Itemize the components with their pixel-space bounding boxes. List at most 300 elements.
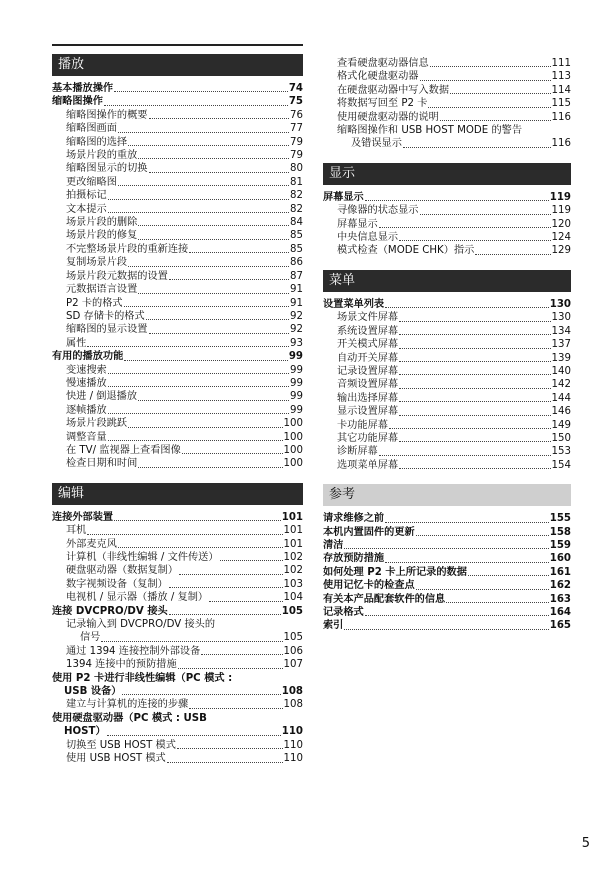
toc-entry[interactable]	[52, 337, 303, 350]
toc-entry-page: 77	[290, 123, 303, 135]
dot-leader	[108, 413, 289, 414]
dot-leader	[399, 348, 550, 349]
right-top-list	[323, 57, 571, 124]
toc-entry-p2-nle[interactable]	[52, 672, 303, 699]
toc-entry[interactable]	[52, 578, 303, 591]
dot-leader	[420, 80, 551, 81]
toc-entry-page: 99	[290, 404, 303, 416]
toc-entry-title: 场景片段跳跃	[66, 418, 128, 430]
dot-leader	[399, 361, 550, 362]
toc-entry-page: 105	[283, 632, 303, 644]
toc-entry-page: 91	[290, 297, 303, 309]
dot-leader	[344, 629, 548, 630]
toc-entry[interactable]	[323, 432, 571, 445]
toc-entry-title: 自动开关屏幕	[337, 352, 399, 364]
toc-entry-page: 134	[551, 325, 571, 337]
dot-leader	[385, 307, 549, 308]
toc-entry-title: 在硬盘驱动器中写入数据	[337, 84, 450, 96]
toc-entry-page: 119	[551, 205, 571, 217]
toc-entry[interactable]	[52, 350, 303, 363]
toc-entry-page: 144	[551, 392, 571, 404]
toc-entry-page: 100	[283, 458, 303, 470]
toc-entry[interactable]	[52, 551, 303, 564]
toc-entry-page: 103	[283, 578, 303, 590]
dot-leader	[108, 199, 289, 200]
dot-leader	[365, 200, 549, 201]
toc-entry-page: 87	[290, 270, 303, 282]
toc-entry-title: 1394 连接中的预防措施	[66, 659, 177, 671]
toc-entry[interactable]	[323, 593, 571, 606]
toc-entry-title: 将数据写回至 P2 卡	[337, 98, 428, 110]
dot-leader	[344, 548, 548, 549]
toc-entry-title: 请求维修之前	[323, 513, 385, 525]
toc-entry-title: 数字视频设备（复制）	[66, 578, 168, 590]
toc-entry[interactable]	[323, 111, 571, 124]
toc-entry-title: 屏幕显示	[323, 191, 364, 203]
toc-entry[interactable]	[323, 70, 571, 83]
toc-entry[interactable]	[52, 658, 303, 671]
toc-entry-title: 开关模式屏幕	[337, 339, 399, 351]
toc-entry-title: 连接外部装置	[52, 511, 114, 523]
page-number: 5	[581, 836, 590, 851]
dot-leader	[87, 346, 289, 347]
toc-entry[interactable]	[323, 97, 571, 110]
toc-entry[interactable]	[323, 459, 571, 472]
dot-leader	[385, 522, 549, 523]
toc-entry[interactable]	[52, 431, 303, 444]
toc-entry[interactable]	[323, 338, 571, 351]
toc-entry[interactable]	[52, 524, 303, 537]
toc-entry[interactable]	[52, 256, 303, 269]
dot-leader	[468, 575, 549, 576]
toc-entry[interactable]	[323, 352, 571, 365]
toc-entry-title: 音频设置屏幕	[337, 379, 399, 391]
toc-entry-title: 寻像器的状态显示	[337, 205, 419, 217]
dot-leader	[118, 185, 289, 186]
toc-left-column	[52, 44, 303, 766]
dot-leader	[475, 254, 550, 255]
toc-entry-page: 75	[288, 96, 303, 108]
dot-leader	[118, 132, 289, 133]
toc-entry-page: 108	[283, 699, 303, 711]
dot-leader	[138, 225, 289, 226]
dot-leader	[138, 467, 282, 468]
toc-entry-page: 86	[290, 257, 303, 269]
toc-entry[interactable]	[52, 698, 303, 711]
playback-list	[52, 82, 303, 471]
toc-entry-title: 设置菜单列表	[323, 298, 385, 310]
toc-entry-page: 111	[551, 58, 571, 69]
toc-entry-page: 124	[551, 232, 571, 244]
toc-entry-page: 146	[551, 406, 571, 418]
dot-leader	[440, 120, 551, 121]
dot-leader	[220, 560, 283, 561]
dot-leader	[122, 694, 280, 695]
toc-entry-title: USB 设备）	[64, 686, 122, 698]
section-header-menu: 菜单	[323, 270, 571, 292]
toc-entry[interactable]	[323, 231, 571, 244]
toc-entry-title: 场景片段的重放	[66, 150, 138, 162]
toc-entry-title: 电视机 / 显示器（播放 / 复制）	[66, 592, 209, 604]
toc-entry[interactable]	[323, 512, 571, 525]
toc-entry-page: 100	[283, 418, 303, 430]
toc-entry-usb-warnings[interactable]	[323, 124, 571, 151]
dot-leader	[114, 520, 281, 521]
toc-entry-page: 110	[283, 739, 303, 751]
toc-entry-page: 99	[288, 351, 303, 363]
toc-entry-title: 不完整场景片段的重新连接	[66, 243, 189, 255]
dot-leader	[385, 562, 549, 563]
toc-entry-title: 诊断屏幕	[337, 446, 378, 458]
toc-entry-title: 逐帧播放	[66, 404, 107, 416]
toc-entry-title: HOST）	[64, 726, 106, 738]
toc-entry[interactable]	[323, 204, 571, 217]
toc-entry-title: 输出选择屏幕	[337, 392, 399, 404]
toc-entry-page: 115	[551, 98, 571, 110]
toc-entry[interactable]	[52, 229, 303, 242]
dot-leader	[379, 455, 551, 456]
toc-entry-title: 信号	[80, 632, 101, 644]
toc-entry[interactable]	[323, 392, 571, 405]
toc-entry-page: 84	[290, 217, 303, 229]
dot-leader	[167, 762, 283, 763]
toc-entry-title: 如何处理 P2 卡上所记录的数据	[323, 566, 467, 578]
dot-leader	[399, 468, 550, 469]
dot-leader	[399, 441, 550, 442]
toc-entry[interactable]	[52, 176, 303, 189]
toc-entry-page: 76	[290, 109, 303, 121]
toc-entry-title: 计算机（非线性编辑 / 文件传送）	[66, 552, 219, 563]
dot-leader	[128, 427, 282, 428]
toc-entry[interactable]	[52, 390, 303, 403]
toc-entry-page: 79	[290, 136, 303, 148]
toc-entry-title: 卡功能屏幕	[337, 419, 388, 431]
toc-entry-line2	[52, 631, 303, 644]
toc-entry[interactable]	[323, 419, 571, 432]
dot-leader	[399, 374, 550, 375]
dot-leader	[428, 107, 550, 108]
toc-entry-title: 外部麦克风	[66, 538, 117, 550]
dot-leader	[149, 172, 290, 173]
toc-entry-title: 硬盘驱动器（数据复制）	[66, 565, 179, 577]
toc-entry-page: 100	[283, 431, 303, 443]
toc-entry-title: 索引	[323, 620, 344, 632]
toc-entry[interactable]	[52, 189, 303, 202]
toc-entry-title: 慢速播放	[66, 377, 107, 389]
toc-entry-page: 114	[551, 84, 571, 96]
toc-entry-page: 116	[551, 111, 571, 123]
toc-entry-title: 变速搜索	[66, 364, 107, 376]
toc-entry-title: 调整音量	[66, 431, 107, 443]
dot-leader	[87, 534, 282, 535]
toc-entry-page: 142	[551, 379, 571, 391]
toc-entry[interactable]	[52, 270, 303, 283]
toc-entry-title: 使用记忆卡的检查点	[323, 580, 415, 592]
toc-entry-title: 缩略图的显示设置	[66, 324, 148, 336]
toc-entry-title: 缩略图画面	[66, 123, 117, 135]
toc-entry-title: 缩略图操作的概要	[66, 109, 148, 121]
toc-entry-page: 80	[290, 163, 303, 175]
toc-entry-page: 106	[283, 645, 303, 657]
toc-entry[interactable]	[323, 552, 571, 565]
toc-entry-title: 显示设置屏幕	[337, 406, 399, 418]
dot-leader	[114, 91, 288, 92]
toc-entry-title: SD 存储卡的格式	[66, 310, 145, 322]
top-rule	[52, 44, 303, 46]
toc-entry[interactable]	[52, 310, 303, 323]
toc-entry-page: 74	[288, 83, 303, 94]
toc-entry[interactable]	[52, 444, 303, 457]
toc-entry[interactable]	[52, 95, 303, 108]
toc-entry[interactable]	[52, 109, 303, 122]
dot-leader	[446, 602, 548, 603]
toc-entry-title-line1: 缩略图操作和 USB HOST MODE 的警告	[337, 125, 523, 137]
toc-entry-title: 复制场景片段	[66, 257, 128, 269]
toc-entry[interactable]	[52, 591, 303, 604]
toc-entry-page: 104	[283, 592, 303, 604]
dot-leader	[169, 614, 281, 615]
dot-leader	[118, 547, 283, 548]
toc-entry-page: 116	[551, 138, 571, 150]
toc-entry[interactable]	[323, 218, 571, 231]
toc-entry[interactable]	[323, 445, 571, 458]
toc-entry-title: P2 卡的格式	[66, 297, 123, 309]
reference-list	[323, 512, 571, 633]
toc-entry[interactable]	[52, 605, 303, 618]
dot-leader	[399, 401, 550, 402]
toc-right-column	[323, 57, 571, 633]
toc-entry[interactable]	[323, 298, 571, 311]
dot-leader	[399, 415, 550, 416]
toc-entry-title: 使用硬盘驱动器的说明	[337, 111, 439, 123]
dot-leader	[108, 373, 289, 374]
dot-leader	[420, 214, 551, 215]
toc-entry-title: 基本播放操作	[52, 83, 114, 94]
toc-entry[interactable]	[323, 539, 571, 552]
toc-entry-page: 93	[290, 337, 303, 349]
toc-entry[interactable]	[323, 566, 571, 579]
toc-entry-page: 108	[281, 686, 303, 698]
edit-list-a	[52, 511, 303, 618]
toc-entry-page: 155	[549, 513, 571, 525]
toc-entry-title: 有用的播放功能	[52, 351, 124, 363]
toc-entry-page: 154	[551, 459, 571, 471]
toc-entry-page: 153	[551, 446, 571, 458]
toc-entry-page: 100	[283, 444, 303, 456]
toc-entry-title: 场景文件屏幕	[337, 312, 399, 324]
edit-list-c	[52, 698, 303, 711]
toc-entry-page: 164	[549, 607, 571, 618]
section-header-display: 显示	[323, 163, 571, 185]
toc-entry-title: 建立与计算机的连接的步骤	[66, 699, 189, 711]
dot-leader	[403, 147, 551, 148]
toc-entry-page: 158	[549, 526, 571, 538]
dot-leader	[201, 654, 282, 655]
toc-entry-title: 格式化硬盘驱动器	[337, 71, 419, 83]
toc-entry-page: 92	[290, 324, 303, 336]
dot-leader	[209, 601, 282, 602]
toc-entry-title: 拍摄标记	[66, 190, 107, 202]
section-header-playback: 播放	[52, 54, 303, 76]
toc-entry-title: 场景片段的修复	[66, 230, 138, 242]
dot-leader	[399, 334, 550, 335]
toc-entry-page: 165	[549, 620, 571, 632]
dot-leader	[189, 708, 282, 709]
toc-entry-page: 101	[283, 538, 303, 550]
toc-entry-page: 149	[551, 419, 571, 431]
dot-leader	[124, 360, 288, 361]
toc-entry[interactable]	[52, 377, 303, 390]
toc-entry[interactable]	[52, 538, 303, 551]
toc-entry-page: 113	[551, 71, 571, 83]
toc-entry-page: 137	[551, 339, 571, 351]
toc-entry[interactable]	[52, 364, 303, 377]
toc-entry-page: 85	[290, 230, 303, 242]
toc-entry[interactable]	[52, 243, 303, 256]
toc-entry-title: 元数据语言设置	[66, 284, 138, 296]
edit-list-b	[52, 645, 303, 672]
toc-entry[interactable]	[52, 404, 303, 417]
toc-entry[interactable]	[52, 82, 303, 95]
toc-entry[interactable]	[323, 191, 571, 204]
dot-leader	[450, 93, 550, 94]
toc-entry-line2	[52, 685, 303, 698]
toc-entry[interactable]	[52, 203, 303, 216]
dot-leader	[169, 587, 283, 588]
toc-entry-title: 快进 / 倒退播放	[66, 391, 138, 403]
toc-entry-page: 130	[551, 312, 571, 324]
toc-entry[interactable]	[323, 244, 571, 257]
toc-entry-page: 139	[551, 352, 571, 364]
dot-leader	[138, 400, 289, 401]
dot-leader	[107, 735, 281, 736]
toc-entry-title: 系统设置屏幕	[337, 325, 399, 337]
toc-entry[interactable]	[323, 325, 571, 338]
dot-leader	[182, 453, 283, 454]
dot-leader	[124, 306, 289, 307]
toc-entry[interactable]	[52, 323, 303, 336]
dot-leader	[101, 641, 282, 642]
dot-leader	[104, 105, 288, 106]
toc-entry-title: 查看硬盘驱动器信息	[337, 58, 429, 69]
dot-leader	[138, 158, 289, 159]
dot-leader	[416, 535, 549, 536]
toc-entry-title: 文本提示	[66, 203, 107, 215]
toc-entry-page: 120	[551, 218, 571, 230]
toc-entry[interactable]	[323, 526, 571, 539]
toc-entry-page: 110	[283, 753, 303, 765]
toc-entry[interactable]	[323, 378, 571, 391]
toc-entry[interactable]	[52, 283, 303, 296]
toc-entry[interactable]	[52, 122, 303, 135]
toc-entry-title: 属性	[66, 337, 87, 349]
toc-entry-page: 81	[290, 176, 303, 188]
toc-entry-title: 有关本产品配套软件的信息	[323, 593, 446, 605]
toc-entry-title: 连接 DVCPRO/DV 接头	[52, 605, 168, 617]
toc-entry[interactable]	[323, 311, 571, 324]
toc-entry[interactable]	[52, 752, 303, 765]
toc-entry[interactable]	[52, 645, 303, 658]
toc-entry-page: 82	[290, 190, 303, 202]
toc-entry[interactable]	[52, 136, 303, 149]
toc-entry-page: 105	[281, 605, 303, 617]
toc-entry[interactable]	[52, 511, 303, 524]
toc-entry-title: 检查日期和时间	[66, 458, 138, 470]
toc-entry[interactable]	[52, 149, 303, 162]
toc-entry[interactable]	[52, 739, 303, 752]
toc-entry-title-line1: 使用硬盘驱动器（PC 模式 : USB	[52, 712, 207, 724]
toc-entry-hdd[interactable]	[52, 712, 303, 739]
toc-entry-page: 99	[290, 377, 303, 389]
toc-entry-title: 场景片段的删除	[66, 217, 138, 229]
toc-entry[interactable]	[323, 579, 571, 592]
toc-entry-page: 161	[549, 566, 571, 578]
toc-entry-line2	[323, 137, 571, 150]
toc-entry-page: 150	[551, 432, 571, 444]
dot-leader	[138, 293, 289, 294]
toc-entry[interactable]	[323, 619, 571, 632]
dot-leader	[177, 748, 283, 749]
dot-leader	[389, 428, 551, 429]
toc-entry-page: 163	[549, 593, 571, 605]
toc-entry-title: 记录格式	[323, 607, 364, 618]
toc-entry[interactable]	[52, 417, 303, 430]
dot-leader	[169, 279, 289, 280]
toc-entry-page: 130	[549, 298, 571, 310]
toc-entry-title: 清洁	[323, 539, 344, 551]
toc-entry-title: 通过 1394 连接控制外部设备	[66, 645, 201, 657]
toc-entry-title-line1: 使用 P2 卡进行非线性编辑（PC 模式 :	[52, 672, 233, 684]
toc-entry[interactable]	[323, 84, 571, 97]
dot-leader	[108, 440, 283, 441]
toc-entry[interactable]	[323, 405, 571, 418]
toc-entry-title: 在 TV/ 监视器上查看图像	[66, 444, 181, 456]
toc-entry[interactable]	[52, 457, 303, 470]
section-header-edit: 编辑	[52, 483, 303, 505]
toc-entry-page: 129	[551, 245, 571, 257]
toc-entry-page: 107	[283, 659, 303, 671]
toc-entry[interactable]	[52, 297, 303, 310]
toc-entry-title: 场景片段元数据的设置	[66, 270, 168, 282]
toc-entry[interactable]	[323, 57, 571, 70]
dot-leader	[146, 319, 289, 320]
dot-leader	[399, 321, 550, 322]
toc-entry-title: 使用 USB HOST 模式	[66, 753, 166, 765]
dot-leader	[399, 240, 550, 241]
toc-entry-page: 101	[281, 511, 303, 523]
dot-leader	[189, 252, 289, 253]
edit-list-d	[52, 739, 303, 766]
toc-entry[interactable]	[323, 606, 571, 619]
toc-entry-page: 99	[290, 391, 303, 403]
dot-leader	[399, 388, 550, 389]
display-list	[323, 191, 571, 258]
dot-leader	[365, 615, 549, 616]
toc-entry-title: 切换至 USB HOST 模式	[66, 739, 176, 751]
dot-leader	[138, 239, 289, 240]
toc-entry-page: 99	[290, 364, 303, 376]
toc-entry-title: 其它功能屏幕	[337, 432, 399, 444]
toc-entry[interactable]	[52, 162, 303, 175]
dot-leader	[178, 668, 283, 669]
toc-entry-dv-input[interactable]	[52, 618, 303, 645]
toc-entry[interactable]	[323, 365, 571, 378]
toc-entry[interactable]	[52, 564, 303, 577]
toc-entry-title: 缩略图操作	[52, 96, 103, 108]
toc-entry[interactable]	[52, 216, 303, 229]
toc-entry-line2	[52, 725, 303, 738]
toc-entry-title: 及错误显示	[351, 138, 402, 150]
